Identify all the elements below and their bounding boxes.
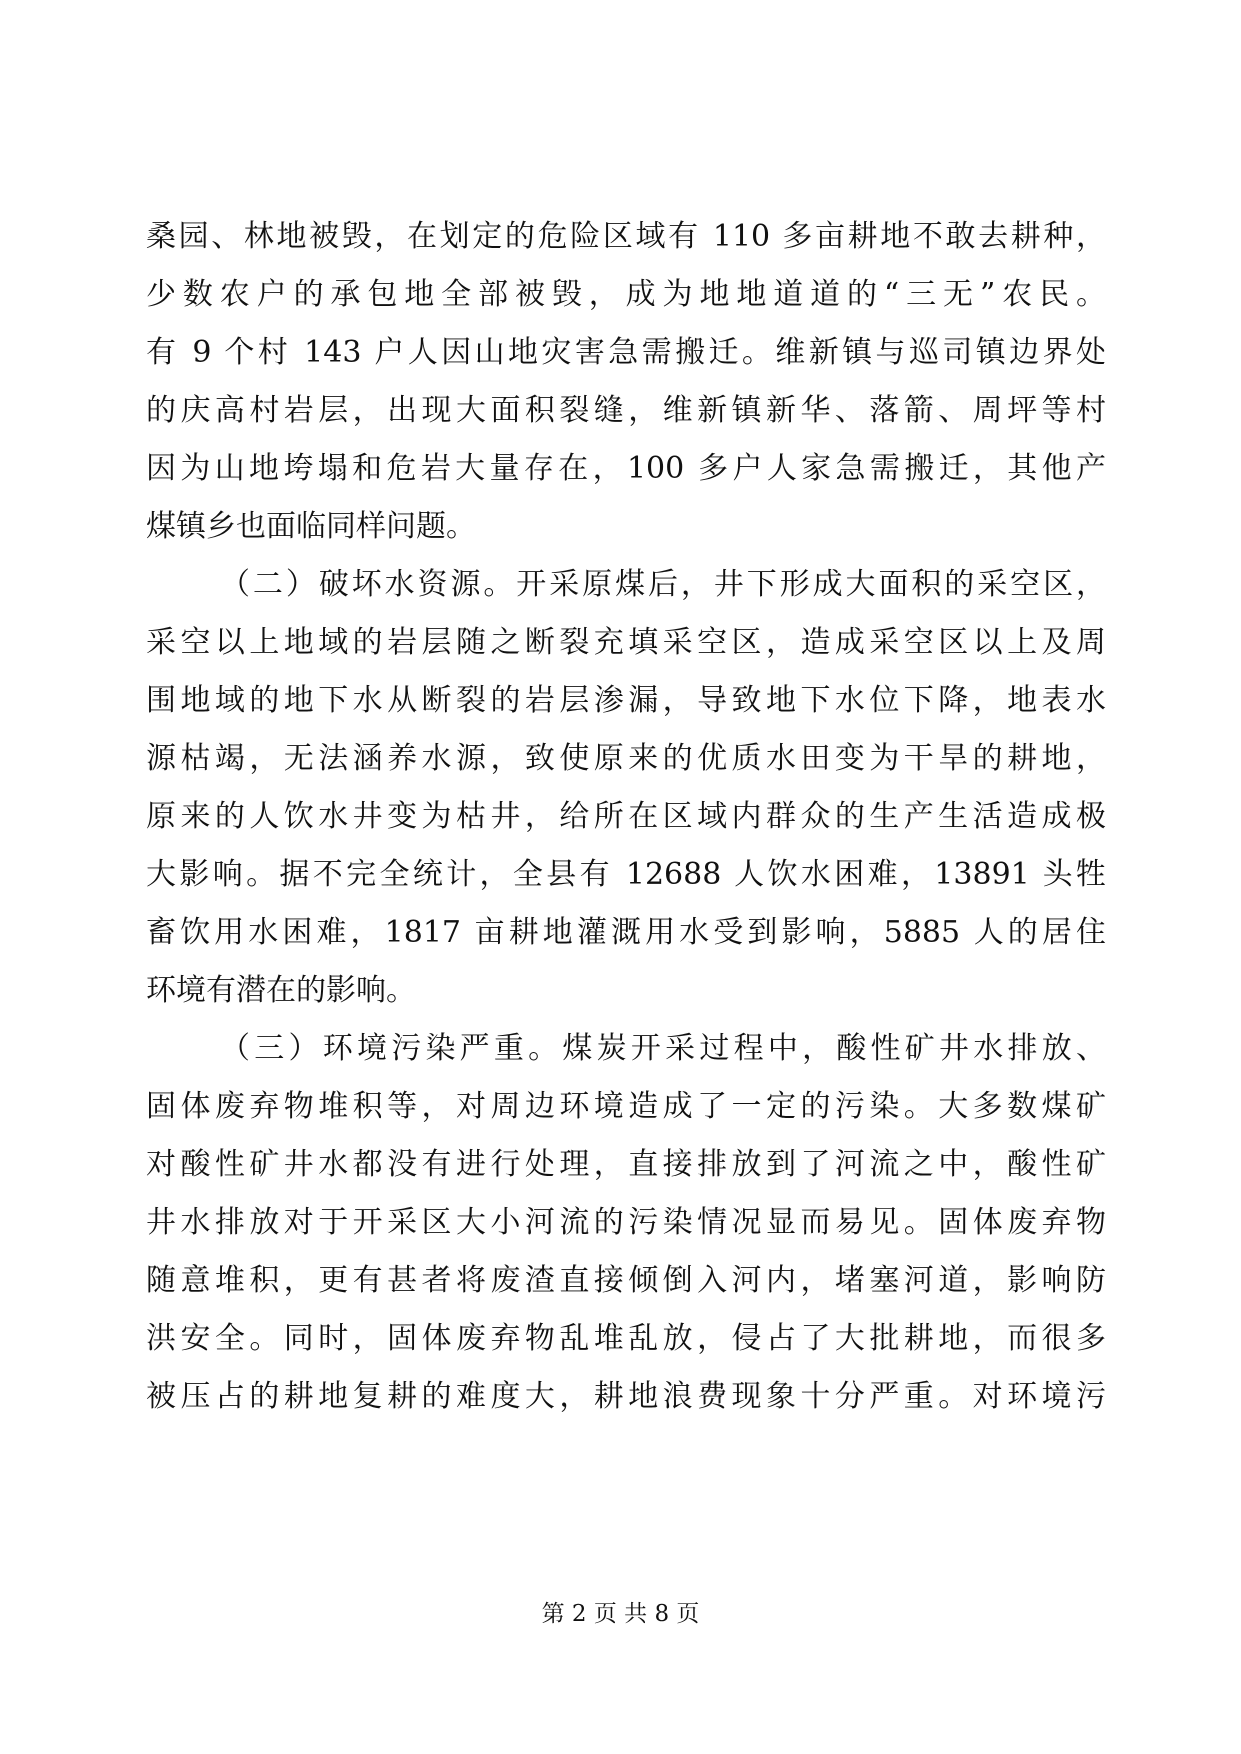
text-line: 环境有潜在的影响。: [146, 973, 416, 1008]
text-line: 有 9 个村 143 户人因山地灾害急需搬迁。维新镇与巡司镇边界处: [146, 335, 1106, 370]
body-text: [146, 208, 1106, 1426]
text-line: 因为山地垮塌和危岩大量存在，100 多户人家急需搬迁，其他产: [146, 451, 1106, 486]
text-line: 源枯竭，无法涵养水源，致使原来的优质水田变为干旱的耕地，: [146, 741, 1106, 776]
section-heading-line: （三）环境污染严重。煤炭开采过程中，酸性矿井水排放、: [220, 1031, 1106, 1066]
text-line: 随意堆积，更有甚者将废渣直接倾倒入河内，堵塞河道，影响防: [146, 1263, 1106, 1298]
text-line: 井水排放对于开采区大小河流的污染情况显而易见。固体废弃物: [146, 1205, 1106, 1240]
text-line: 少数农户的承包地全部被毁，成为地地道道的“三无”农民。: [146, 277, 1106, 312]
text-line: 煤镇乡也面临同样问题。: [146, 509, 476, 544]
text-line: 洪安全。同时，固体废弃物乱堆乱放，侵占了大批耕地，而很多: [146, 1321, 1106, 1356]
text-line: 被压占的耕地复耕的难度大，耕地浪费现象十分严重。对环境污: [146, 1379, 1106, 1414]
text-line: 固体废弃物堆积等，对周边环境造成了一定的污染。大多数煤矿: [146, 1089, 1106, 1124]
text-line: 桑园、林地被毁，在划定的危险区域有 110 多亩耕地不敢去耕种，: [146, 219, 1106, 254]
section-heading-line: （二）破坏水资源。开采原煤后，井下形成大面积的采空区，: [220, 567, 1106, 602]
text-line: 围地域的地下水从断裂的岩层渗漏，导致地下水位下降，地表水: [146, 683, 1106, 718]
text-line: 对酸性矿井水都没有进行处理，直接排放到了河流之中，酸性矿: [146, 1147, 1106, 1182]
text-line: 的庆高村岩层，出现大面积裂缝，维新镇新华、落箭、周坪等村: [146, 393, 1106, 428]
text-line: 采空以上地域的岩层随之断裂充填采空区，造成采空区以上及周: [146, 625, 1106, 660]
page-number-footer: 第 2 页 共 8 页: [541, 1601, 700, 1627]
text-line: 原来的人饮水井变为枯井，给所在区域内群众的生产生活造成极: [146, 799, 1106, 834]
text-line: 大影响。据不完全统计，全县有 12688 人饮水困难，13891 头牲: [146, 857, 1106, 892]
text-line: 畜饮用水困难，1817 亩耕地灌溉用水受到影响，5885 人的居住: [146, 915, 1106, 950]
